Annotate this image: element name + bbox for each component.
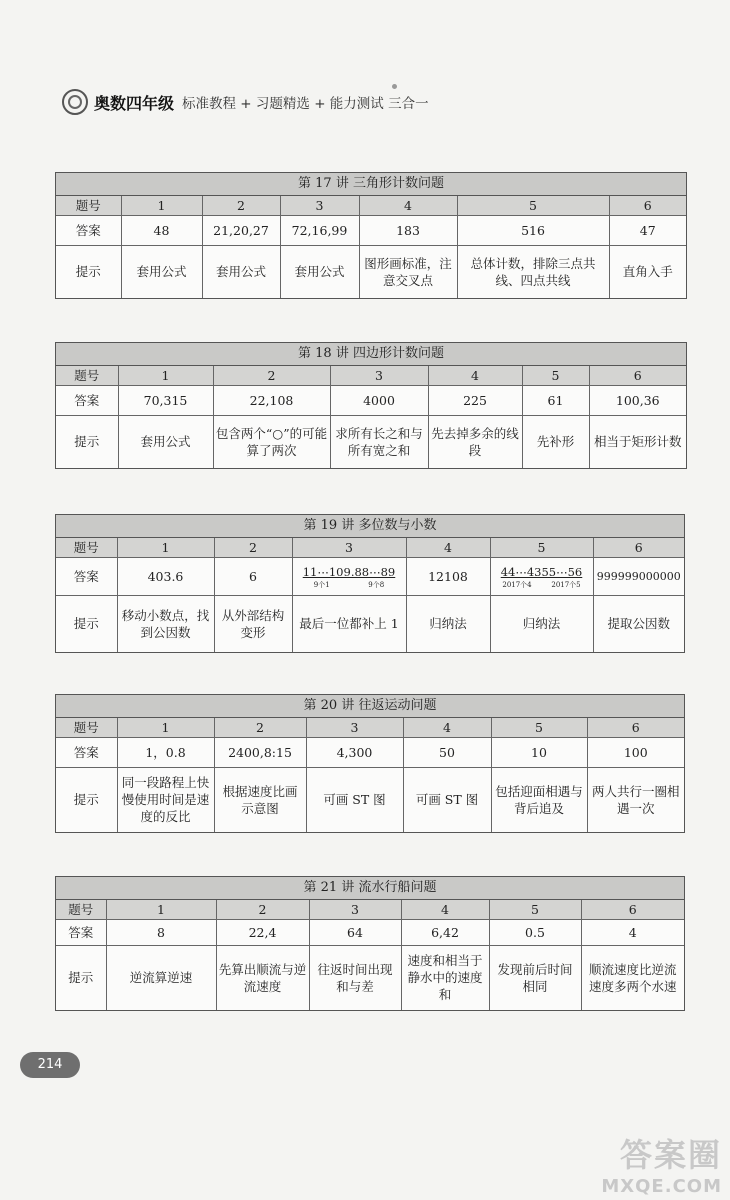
answer-note: 2017个5 xyxy=(551,581,581,589)
problem-number: 2 xyxy=(213,366,330,386)
watermark-line1: 答案圈 xyxy=(619,1136,722,1174)
lecture-18-table xyxy=(55,342,687,469)
answer-cell: 10 xyxy=(491,738,587,768)
problem-number: 1 xyxy=(121,196,202,216)
answer-cell: 1，0.8 xyxy=(117,738,214,768)
answer-cell: 64 xyxy=(309,920,401,946)
problem-number: 3 xyxy=(330,366,428,386)
lecture-21-table xyxy=(55,876,685,1011)
hint-cell: 移动小数点，找到公因数 xyxy=(117,596,214,652)
book-header xyxy=(62,88,429,116)
answer-cell: 4 xyxy=(581,920,684,946)
page-number: 214 xyxy=(20,1052,80,1078)
problem-number: 5 xyxy=(491,718,587,738)
hint-cell: 套用公式 xyxy=(121,246,202,298)
lecture-20-table xyxy=(55,694,685,833)
problem-number: 4 xyxy=(428,366,522,386)
problem-number: 6 xyxy=(589,366,686,386)
hint-cell: 包括迎面相遇与背后追及 xyxy=(491,768,587,832)
problem-number: 4 xyxy=(401,900,489,920)
lecture-title: 第 19 讲 多位数与小数 xyxy=(56,515,684,538)
problem-number: 5 xyxy=(522,366,589,386)
problem-number: 3 xyxy=(292,538,406,558)
row-label-num: 题号 xyxy=(56,538,117,558)
row-label-answer: 答案 xyxy=(56,558,117,596)
hint-cell: 两人共行一圈相遇一次 xyxy=(587,768,684,832)
answer-cell: 21,20,27 xyxy=(202,216,280,246)
answer-cell: 50 xyxy=(403,738,491,768)
row-label-num: 题号 xyxy=(56,900,106,920)
hint-cell: 顺流速度比逆流速度多两个水速 xyxy=(581,946,684,1010)
answer-cell: 183 xyxy=(359,216,457,246)
answer-cell: 999999000000 xyxy=(593,558,684,596)
answer-cell: 22,108 xyxy=(213,386,330,416)
problem-number: 5 xyxy=(457,196,609,216)
hint-cell: 根据速度比画示意图 xyxy=(214,768,306,832)
hint-cell: 最后一位都补上 1 xyxy=(292,596,406,652)
problem-number: 1 xyxy=(118,366,213,386)
lecture-title: 第 17 讲 三角形计数问题 xyxy=(56,173,686,196)
hint-cell: 包含两个“○”的可能算了两次 xyxy=(213,416,330,468)
hint-cell: 同一段路程上快慢使用时间是速度的反比 xyxy=(117,768,214,832)
row-label-hint: 提示 xyxy=(56,768,117,832)
hint-cell: 求所有长之和与所有宽之和 xyxy=(330,416,428,468)
answer-cell: 225 xyxy=(428,386,522,416)
row-label-num: 题号 xyxy=(56,718,117,738)
problem-number: 6 xyxy=(593,538,684,558)
lecture-19-table xyxy=(55,514,685,653)
answer-cell: 70,315 xyxy=(118,386,213,416)
hint-cell: 先去掉多余的线段 xyxy=(428,416,522,468)
problem-number: 6 xyxy=(609,196,686,216)
hint-cell: 总体计数，排除三点共线、四点共线 xyxy=(457,246,609,298)
problem-number: 2 xyxy=(214,538,292,558)
hint-cell: 套用公式 xyxy=(118,416,213,468)
problem-number: 1 xyxy=(106,900,216,920)
hint-cell: 提取公因数 xyxy=(593,596,684,652)
row-label-hint: 提示 xyxy=(56,596,117,652)
book-subtitle: 标准教程 + 习题精选 + 能力测试 三合一 xyxy=(182,96,429,112)
answer-note: 9个1 xyxy=(313,581,330,589)
lecture-17-table xyxy=(55,172,687,299)
problem-number: 5 xyxy=(489,900,581,920)
row-label-hint: 提示 xyxy=(56,946,106,1010)
answer-cell: 2400,8:15 xyxy=(214,738,306,768)
lecture-title: 第 20 讲 往返运动问题 xyxy=(56,695,684,718)
hint-cell: 可画 ST 图 xyxy=(403,768,491,832)
answer-cell: 61 xyxy=(522,386,589,416)
hint-cell: 先算出顺流与逆流速度 xyxy=(216,946,309,1010)
lecture-title: 第 18 讲 四边形计数问题 xyxy=(56,343,686,366)
answer-cell: 48 xyxy=(121,216,202,246)
answer-cell: 516 xyxy=(457,216,609,246)
answer-cell xyxy=(490,558,593,596)
hint-cell: 速度和相当于静水中的速度和 xyxy=(401,946,489,1010)
answer-cell: 4,300 xyxy=(306,738,403,768)
row-label-hint: 提示 xyxy=(56,416,118,468)
hint-cell: 归纳法 xyxy=(490,596,593,652)
problem-number: 1 xyxy=(117,718,214,738)
hint-cell: 图形画标准，注意交叉点 xyxy=(359,246,457,298)
answer-cell: 72,16,99 xyxy=(280,216,359,246)
answer-note: 9个8 xyxy=(368,581,385,589)
answer-cell: 100,36 xyxy=(589,386,686,416)
hint-cell: 归纳法 xyxy=(406,596,490,652)
problem-number: 2 xyxy=(216,900,309,920)
hint-cell: 可画 ST 图 xyxy=(306,768,403,832)
answer-cell: 8 xyxy=(106,920,216,946)
problem-number: 3 xyxy=(306,718,403,738)
header-dot xyxy=(392,84,397,89)
hint-cell: 套用公式 xyxy=(280,246,359,298)
answer-cell: 0.5 xyxy=(489,920,581,946)
problem-number: 4 xyxy=(403,718,491,738)
hint-cell: 从外部结构变形 xyxy=(214,596,292,652)
hint-cell: 发现前后时间相同 xyxy=(489,946,581,1010)
hint-cell: 逆流算逆速 xyxy=(106,946,216,1010)
problem-number: 3 xyxy=(309,900,401,920)
answer-note: 2017个4 xyxy=(502,581,532,589)
hint-cell: 相当于矩形计数 xyxy=(589,416,686,468)
answer-cell: 6 xyxy=(214,558,292,596)
row-label-num: 题号 xyxy=(56,366,118,386)
row-label-answer: 答案 xyxy=(56,920,106,946)
book-title: 奥数四年级 xyxy=(94,93,175,113)
answer-cell: 100 xyxy=(587,738,684,768)
hint-cell: 往返时间出现和与差 xyxy=(309,946,401,1010)
book-logo-icon xyxy=(62,89,88,115)
problem-number: 5 xyxy=(490,538,593,558)
watermark-line2: MXQE.COM xyxy=(601,1176,722,1197)
answer-value: 44⋯4355⋯56 xyxy=(500,565,583,579)
answer-value: 11⋯109.88⋯89 xyxy=(302,565,396,579)
problem-number: 4 xyxy=(406,538,490,558)
lecture-title: 第 21 讲 流水行船问题 xyxy=(56,877,684,900)
answer-cell: 6,42 xyxy=(401,920,489,946)
row-label-num: 题号 xyxy=(56,196,121,216)
hint-cell: 先补形 xyxy=(522,416,589,468)
row-label-answer: 答案 xyxy=(56,738,117,768)
problem-number: 1 xyxy=(117,538,214,558)
watermark xyxy=(601,1130,722,1197)
row-label-answer: 答案 xyxy=(56,386,118,416)
problem-number: 3 xyxy=(280,196,359,216)
answer-cell: 47 xyxy=(609,216,686,246)
answer-cell: 22,4 xyxy=(216,920,309,946)
answer-cell: 4000 xyxy=(330,386,428,416)
row-label-answer: 答案 xyxy=(56,216,121,246)
hint-cell: 套用公式 xyxy=(202,246,280,298)
row-label-hint: 提示 xyxy=(56,246,121,298)
problem-number: 4 xyxy=(359,196,457,216)
problem-number: 2 xyxy=(202,196,280,216)
problem-number: 6 xyxy=(581,900,684,920)
answer-cell: 12108 xyxy=(406,558,490,596)
answer-cell xyxy=(292,558,406,596)
hint-cell: 直角入手 xyxy=(609,246,686,298)
problem-number: 6 xyxy=(587,718,684,738)
answer-cell: 403.6 xyxy=(117,558,214,596)
problem-number: 2 xyxy=(214,718,306,738)
